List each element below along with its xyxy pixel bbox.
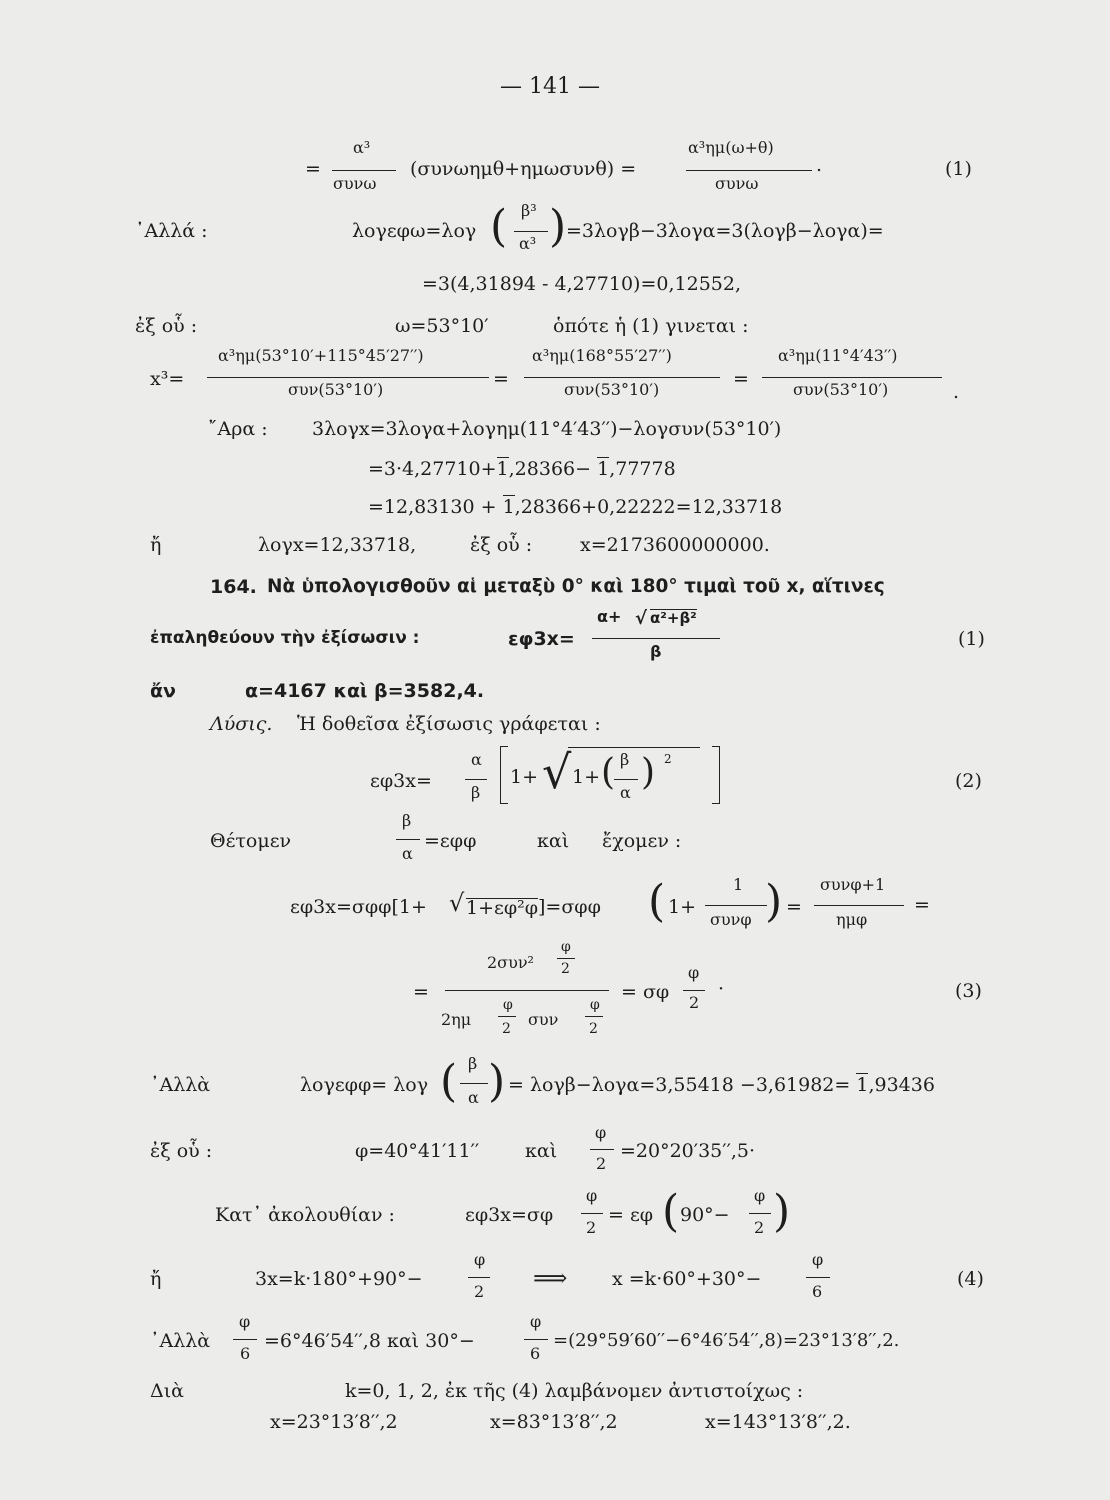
equation-dot: .	[953, 381, 960, 403]
equation-text: =(29°59′60′′−6°46′54′′,8)=23°13′8′′,2.	[553, 1330, 900, 1351]
fraction-denominator: συνω	[333, 174, 377, 193]
fraction-denominator: α	[468, 1088, 479, 1107]
left-paren: (	[601, 752, 616, 793]
fraction-numerator: φ	[586, 1186, 598, 1205]
equation-text	[508, 1076, 935, 1095]
fraction-numerator: φ	[530, 1312, 542, 1331]
fraction-denominator: 6	[530, 1344, 541, 1363]
fraction-bar	[465, 779, 487, 780]
eq-sign: =	[413, 981, 429, 1003]
equation-text: ]=σφφ	[538, 896, 601, 918]
equation-text: = σφ	[621, 981, 670, 1003]
lysis-title: Λύσις.	[210, 713, 273, 735]
fraction-numerator: α³	[353, 138, 371, 157]
fraction-bar	[683, 990, 705, 991]
fraction-bar	[332, 170, 396, 171]
lead-word: ᾿Αλλά :	[135, 220, 208, 242]
problem-statement: Νὰ ὑπολογισθοῦν αἱ μεταξὺ 0° καὶ 180° τιμαὶ τοῦ x, αἵτινες	[267, 576, 885, 597]
left-paren: (	[440, 1056, 458, 1107]
right-paren: )	[765, 876, 783, 927]
fraction-bar	[686, 170, 812, 171]
fraction-denominator: ημφ	[836, 910, 868, 929]
fraction-bar	[705, 905, 767, 906]
fraction-numerator: φ	[812, 1250, 824, 1269]
fraction-numerator: α³ημ(ω+θ)	[688, 138, 774, 157]
fraction-numerator: α³ημ(11°4′43′′)	[778, 346, 898, 365]
equation-text: καὶ	[537, 830, 570, 852]
fraction-numerator: 1	[733, 875, 744, 894]
equation-label: (2)	[955, 770, 982, 792]
sqrt-sign: √	[542, 745, 572, 799]
equation-text: ω=53°10′	[395, 315, 489, 337]
equation-text: ἐξ οὗ :	[470, 534, 533, 556]
left-paren: (	[648, 876, 666, 927]
fraction-numerator: φ	[474, 1250, 486, 1269]
equation-text: k=0, 1, 2, ἐκ τῆς (4) λαμβάνομεν ἀντιστοίχως :	[345, 1380, 804, 1402]
left-bracket	[500, 746, 508, 804]
fraction-denominator: 6	[240, 1344, 251, 1363]
fraction-numerator: β	[620, 750, 630, 769]
equation-lhs: εφ3x=	[370, 770, 432, 792]
equation-text: λογεφω=λογ	[352, 220, 477, 242]
equation-text	[368, 498, 782, 517]
eq-sign: =	[733, 368, 749, 390]
two-denominator: 2	[561, 961, 570, 977]
lead-word: ᾿Αλλὰ	[150, 1074, 211, 1096]
phi-numerator: φ	[561, 939, 571, 955]
fraction-numerator: α+	[597, 607, 622, 626]
equation-label: (4)	[957, 1268, 984, 1290]
sqrt-sign: √	[449, 889, 465, 917]
lead-word: ἄν	[150, 680, 176, 702]
equation-text: =3(4,31894 - 4,27710)=0,12552,	[422, 273, 742, 295]
equation-text: = εφ	[608, 1204, 654, 1226]
fraction-numerator: α³ημ(168°55′27′′)	[532, 346, 672, 365]
fraction-denominator: συν(53°10′)	[288, 380, 384, 399]
fraction-numerator: φ	[239, 1312, 251, 1331]
fraction-denominator: 2	[689, 993, 700, 1012]
eq-sign: =	[914, 894, 930, 916]
fraction-bar	[396, 839, 420, 840]
equation-text: =6°46′54′′,8 καὶ 30°−	[264, 1330, 475, 1352]
equation-text: ὁπότε ἡ (1) γινεται :	[553, 315, 749, 337]
fraction-numerator: β	[402, 811, 412, 830]
equation-text	[368, 460, 676, 479]
lead-word: Κατ᾿ ἀκολουθίαν :	[215, 1204, 395, 1226]
fraction-numerator: φ	[688, 963, 700, 982]
bar-digit: 1	[597, 458, 610, 480]
equation-label: (3)	[955, 980, 982, 1002]
fraction-bar	[498, 1016, 516, 1017]
lead-word: ἐξ οὗ :	[150, 1140, 213, 1162]
eq-part: ,77778	[609, 458, 676, 480]
right-bracket	[712, 746, 720, 804]
fraction-denominator: 2	[596, 1154, 607, 1173]
lead-word: Διὰ	[150, 1380, 185, 1402]
sqrt-bar	[568, 747, 700, 748]
fraction-denominator: συνω	[715, 174, 759, 193]
equation-text: λογεφφ= λογ	[300, 1074, 429, 1096]
equation-text: 1+	[510, 766, 539, 788]
fraction-bar	[207, 377, 489, 378]
equation-text: 90°−	[680, 1204, 730, 1226]
equation-text: 1+	[668, 896, 697, 918]
fraction-numerator: φ	[595, 1123, 607, 1142]
bar-digit: 1	[502, 496, 515, 518]
two-denominator: 2	[502, 1021, 511, 1037]
big-denominator: 2ημ	[441, 1010, 472, 1029]
fraction-denominator: συνφ	[710, 910, 752, 929]
eq-part: =12,83130 +	[368, 496, 503, 518]
fraction-numerator: φ	[754, 1186, 766, 1205]
right-paren: )	[488, 1056, 506, 1107]
fraction-denominator: 2	[586, 1218, 597, 1237]
left-paren: (	[490, 201, 508, 252]
fraction-bar	[585, 1016, 603, 1017]
fraction-denominator: 2	[474, 1282, 485, 1301]
fraction-bar	[590, 1149, 614, 1150]
lead-word: ῎Αρα :	[208, 418, 268, 440]
phi-numerator: φ	[590, 997, 600, 1013]
right-paren: )	[641, 752, 656, 793]
phi-numerator: φ	[503, 997, 513, 1013]
two-denominator: 2	[589, 1021, 598, 1037]
eq-part: ,28366−	[508, 458, 598, 480]
eq-part: ,28366+0,22222=12,33718	[514, 496, 783, 518]
eq-sign: =	[305, 158, 321, 180]
equation-label: (1)	[958, 628, 985, 650]
fraction-bar	[581, 1213, 603, 1214]
fraction-numerator: α	[471, 750, 482, 769]
solution-1: x=23°13′8′′,2	[270, 1411, 398, 1433]
right-paren: )	[773, 1186, 791, 1237]
main-fraction-bar	[445, 990, 609, 991]
sqrt-sign: √	[635, 608, 648, 629]
eq-part: = λογβ−λογα=3,55418 −3,61982=	[508, 1074, 857, 1096]
fraction-bar	[762, 377, 942, 378]
equation-text: =3λογβ−3λογα=3(λογβ−λογα)=	[566, 220, 884, 242]
lead-word: ἤ	[150, 1268, 162, 1290]
fraction-bar	[592, 638, 720, 639]
fraction-denominator: α	[402, 844, 413, 863]
fraction-bar	[614, 779, 638, 780]
given-values: α=4167 καὶ β=3582,4.	[245, 680, 485, 702]
fraction-bar	[557, 958, 575, 959]
fraction-denominator: α	[620, 783, 631, 802]
fraction-numerator: α³ημ(53°10′+115°45′27′′)	[218, 346, 424, 365]
lead-word: Θέτομεν	[210, 830, 292, 852]
sqrt-content: α²+β²	[650, 609, 697, 627]
equation-dot: .	[816, 154, 823, 176]
fraction-denominator: 6	[812, 1282, 823, 1301]
problem-number: 164.	[210, 576, 257, 598]
equation-text: x =k·60°+30°−	[612, 1268, 762, 1290]
equation-text: =20°20′35′′,5·	[620, 1140, 756, 1162]
fraction-bar	[524, 1339, 548, 1340]
exponent: 2	[664, 752, 672, 766]
equation-text: =εφφ	[424, 830, 477, 852]
fraction-denominator: β	[650, 642, 662, 661]
eq-sign: =	[786, 896, 802, 918]
equation-text: (συνωημθ+ημωσυνθ) =	[410, 158, 637, 180]
fraction-bar	[749, 1213, 771, 1214]
arrow: ⟹	[533, 1264, 568, 1292]
fraction-numerator: β³	[521, 201, 537, 220]
lead-word: ᾿Αλλὰ	[150, 1330, 211, 1352]
fraction-bar	[814, 905, 904, 906]
fraction-numerator: β	[468, 1054, 478, 1073]
big-denominator-2: συν	[528, 1010, 559, 1029]
equation-text: 1+	[572, 766, 601, 788]
fraction-denominator: 2	[754, 1218, 765, 1237]
sqrt-content: 1+εφ²φ	[466, 897, 539, 919]
lead-word: ἤ	[150, 534, 162, 556]
equation-text: ἔχομεν :	[602, 830, 682, 852]
eq-part: ,93436	[868, 1074, 935, 1096]
equation-text: εφ3x=σφφ[1+	[290, 896, 427, 918]
big-numerator: 2συν²	[487, 953, 534, 972]
fraction-numerator: συνφ+1	[820, 875, 886, 894]
bar-digit: 1	[496, 458, 509, 480]
equation-text: λογx=12,33718,	[258, 534, 417, 556]
equation-text: 3λογx=3λογα+λογημ(11°4′43′′)−λογσυν(53°10′)	[312, 418, 782, 440]
fraction-bar	[806, 1277, 830, 1278]
fraction-bar	[468, 1277, 490, 1278]
fraction-bar	[233, 1339, 257, 1340]
equation-text: καὶ	[525, 1140, 558, 1162]
eq-part: =3·4,27710+	[368, 458, 497, 480]
equation-lhs: εφ3x=	[508, 628, 575, 650]
fraction-denominator: β	[471, 783, 481, 802]
equation-text: εφ3x=σφ	[465, 1204, 554, 1226]
fraction-bar	[514, 231, 548, 232]
fraction-bar	[524, 377, 720, 378]
equation-lhs: x³=	[150, 368, 185, 390]
fraction-denominator: συν(53°10′)	[564, 380, 660, 399]
equation-text: φ=40°41′11′′	[355, 1140, 480, 1162]
fraction-bar	[460, 1083, 488, 1084]
equation-dot: ·	[718, 978, 725, 1000]
page-number: — 141 —	[500, 74, 600, 99]
lead-word: ἐξ οὗ :	[135, 315, 198, 337]
equation-text: 3x=k·180°+90°−	[255, 1268, 423, 1290]
equation-text: x=2173600000000.	[580, 534, 770, 556]
problem-statement-2: ἐπαληθεύουν τὴν ἐξίσωσιν :	[150, 628, 420, 648]
lysis-text: Ἡ δοθεῖσα ἐξίσωσις γράφεται :	[297, 713, 601, 735]
solution-3: x=143°13′8′′,2.	[705, 1411, 851, 1433]
eq-sign: =	[493, 368, 509, 390]
fraction-denominator: α³	[519, 234, 537, 253]
fraction-denominator: συν(53°10′)	[793, 380, 889, 399]
left-paren: (	[662, 1186, 680, 1237]
equation-label: (1)	[945, 158, 972, 180]
right-paren: )	[549, 201, 567, 252]
solution-2: x=83°13′8′′,2	[490, 1411, 618, 1433]
bar-digit: 1	[856, 1074, 869, 1096]
